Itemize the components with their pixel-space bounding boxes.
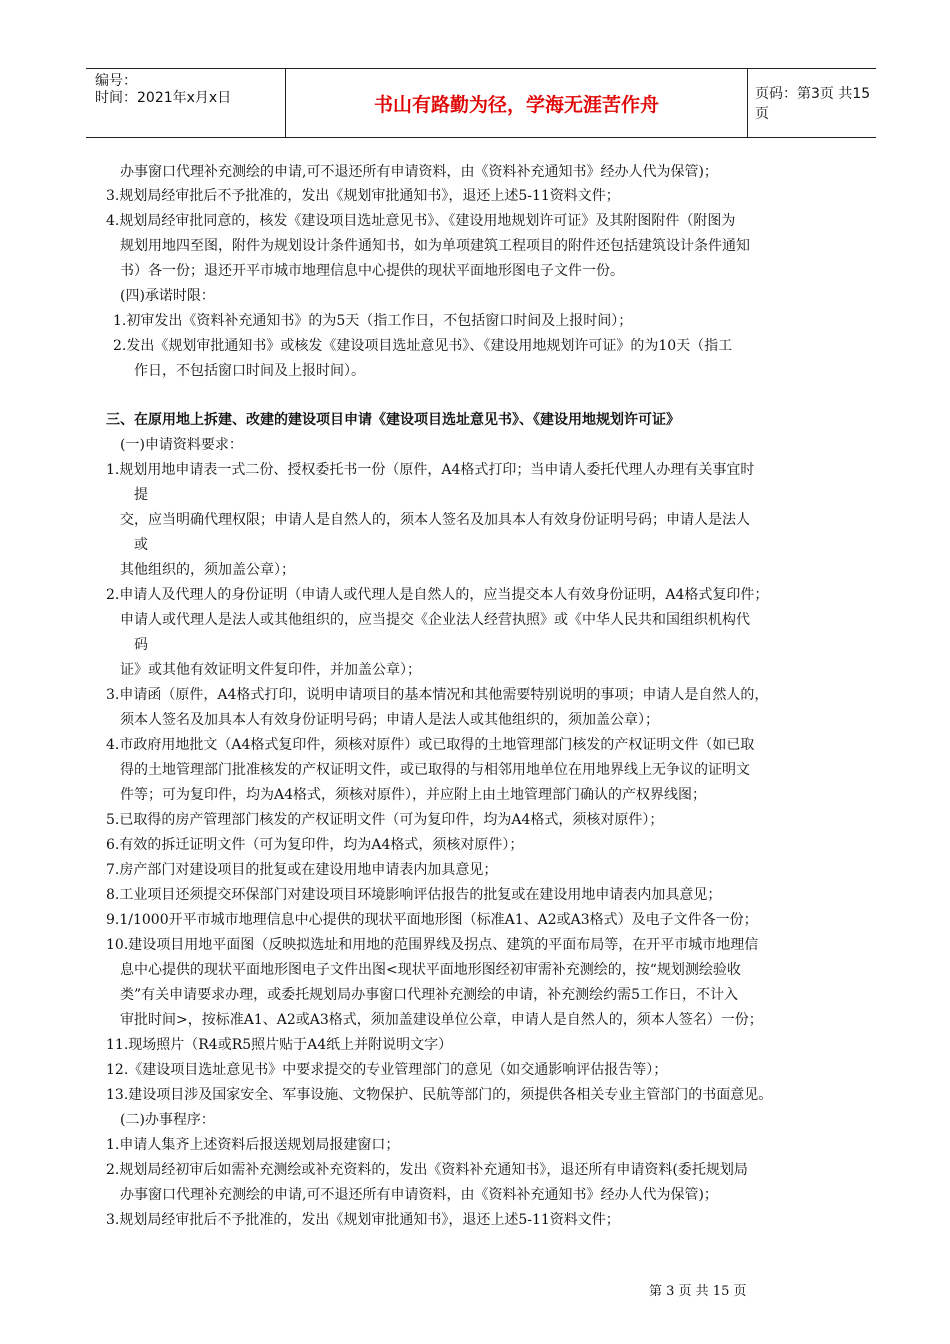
body-line: 12.《建设项目选址意见书》中要求提交的专业管理部门的意见（如交通影响评估报告等）； [106, 1062, 668, 1078]
body-line: 证》或其他有效证明文件复印件，并加盖公章）； [120, 662, 421, 678]
section-heading: (一)申请资料要求： [120, 437, 243, 453]
body-line: 件等；可为复印件，均为A4格式，须核对原件），并应附上由土地管理部门确认的产权界线图； [120, 787, 707, 803]
body-line: 5.已取得的房产管理部门核发的产权证明文件（可为复印件，均为A4格式，须核对原件）； [106, 812, 664, 828]
body-line: 办事窗口代理补充测绘的申请,可不退还所有申请资料，由《资料补充通知书》经办人代为保管)； [120, 164, 718, 180]
body-line: 申请人或代理人是法人或其他组织的，应当提交《企业法人经营执照》或《中华人民共和国组织机构代 [120, 612, 750, 628]
body-line: 2.规划局经初审后如需补充测绘或补充资料的，发出《资料补充通知书》，退还所有申请资料(委托规划局 [106, 1162, 748, 1178]
body-line: 2.申请人及代理人的身份证明（申请人或代理人是自然人的，应当提交本人有效身份证明，A4格式复印件； [106, 587, 769, 603]
body-line: 3.规划局经审批后不予批准的，发出《规划审批通知书》，退还上述5-11资料文件； [106, 188, 620, 204]
body-line: 1.申请人集齐上述资料后报送规划局报建窗口； [106, 1137, 400, 1153]
body-line: 1.规划用地申请表一式二份、授权委托书一份（原件，A4格式打印；当申请人委托代理人办理有关事宜时 [106, 462, 755, 478]
section-heading: (四)承诺时限： [120, 288, 215, 304]
body-line: 3.申请函（原件，A4格式打印，说明申请项目的基本情况和其他需要特别说明的事项；申请人是自然人的， [106, 687, 769, 703]
body-line: 交，应当明确代理权限；申请人是自然人的，须本人签名及加具本人有效身份证明号码；申请人是法人 [120, 512, 750, 528]
body-line: 8.工业项目还须提交环保部门对建设项目环境影响评估报告的批复或在建设用地申请表内加具意见； [106, 887, 722, 903]
body-line: 类”有关申请要求办理，或委托规划局办事窗口代理补充测绘的申请，补充测绘约需5工作日，不计入 [120, 987, 739, 1003]
body-line: 其他组织的，须加盖公章）； [120, 562, 295, 578]
body-line: 3.规划局经审批后不予批准的，发出《规划审批通知书》，退还上述5-11资料文件； [106, 1212, 620, 1228]
body-line: 审批时间>，按标准A1、A2或A3格式，须加盖建设单位公章，申请人是自然人的，须本人签名）一份； [120, 1012, 763, 1028]
body-line: 书）各一份；退还开平市城市地理信息中心提供的现状平面地形图电子文件一份。 [120, 263, 624, 279]
body-line: 11.现场照片（R4或R5照片贴于A4纸上并附说明文字） [106, 1037, 453, 1053]
body-line: 须本人签名及加具本人有效身份证明号码；申请人是法人或其他组织的，须加盖公章）； [120, 712, 659, 728]
page-header [86, 68, 876, 138]
page-footer: 第 3 页 共 15 页 [649, 1284, 747, 1299]
body-line: 得的土地管理部门批准核发的产权证明文件，或已取得的与相邻用地单位在用地界线上无争议的证明文 [120, 762, 750, 778]
header-meta [86, 69, 286, 137]
chapter-heading: 三、在原用地上拆建、改建的建设项目申请《建设项目选址意见书》、《建设用地规划许可证》 [106, 412, 680, 428]
body-line: 13.建设项目涉及国家安全、军事设施、文物保护、民航等部门的，须提供各相关专业主管部门的书面意见。 [106, 1087, 773, 1103]
body-line: 7.房产部门对建设项目的批复或在建设用地申请表内加具意见； [106, 862, 498, 878]
body-line: 作日，不包括窗口时间及上报时间）。 [134, 363, 365, 379]
body-line: 9.1/1000开平市城市地理信息中心提供的现状平面地形图（标准A1、A2或A3格式）及电子文件各一份； [106, 912, 758, 928]
body-line: 6.有效的拆迁证明文件（可为复印件，均为A4格式，须核对原件）； [106, 837, 524, 853]
body-line: 规划用地四至图，附件为规划设计条件通知书，如为单项建筑工程项目的附件还包括建筑设计条件通知 [120, 238, 750, 254]
body-line: 或 [134, 537, 148, 553]
body-line: 4.市政府用地批文（A4格式复印件，须核对原件）或已取得的土地管理部门核发的产权证明文件（如已取 [106, 737, 755, 753]
body-line: 办事窗口代理补充测绘的申请,可不退还所有申请资料，由《资料补充通知书》经办人代为保管)； [120, 1187, 718, 1203]
body-line: 息中心提供的现状平面地形图电子文件出图<现状平面地形图经初审需补充测绘的，按“规划测绘验收 [120, 962, 741, 978]
section-heading: (二)办事程序： [120, 1112, 215, 1128]
header-page-label: 页码：第3页 共15页 [755, 86, 871, 122]
body-line: 10.建设项目用地平面图（反映拟选址和用地的范围界线及拐点、建筑的平面布局等，在开平市城市地理信 [106, 937, 759, 953]
header-motto: 书山有路勤为径，学海无涯苦作舟 [286, 69, 748, 137]
body-line: 1.初审发出《资料补充通知书》的为5天（指工作日，不包括窗口时间及上报时间）； [113, 313, 633, 329]
body-line: 码 [134, 637, 148, 653]
body-line: 2.发出《规划审批通知书》或核发《建设项目选址意见书》、《建设用地规划许可证》的为10天（指工 [113, 338, 733, 354]
body-line: 提 [134, 487, 148, 503]
body-line: 4.规划局经审批同意的，核发《建设项目选址意见书》、《建设用地规划许可证》及其附图附件（附图为 [106, 213, 736, 229]
document-time-label: 时间：2021年x月x日 [95, 90, 232, 106]
document-number-label: 编号： [95, 73, 137, 89]
